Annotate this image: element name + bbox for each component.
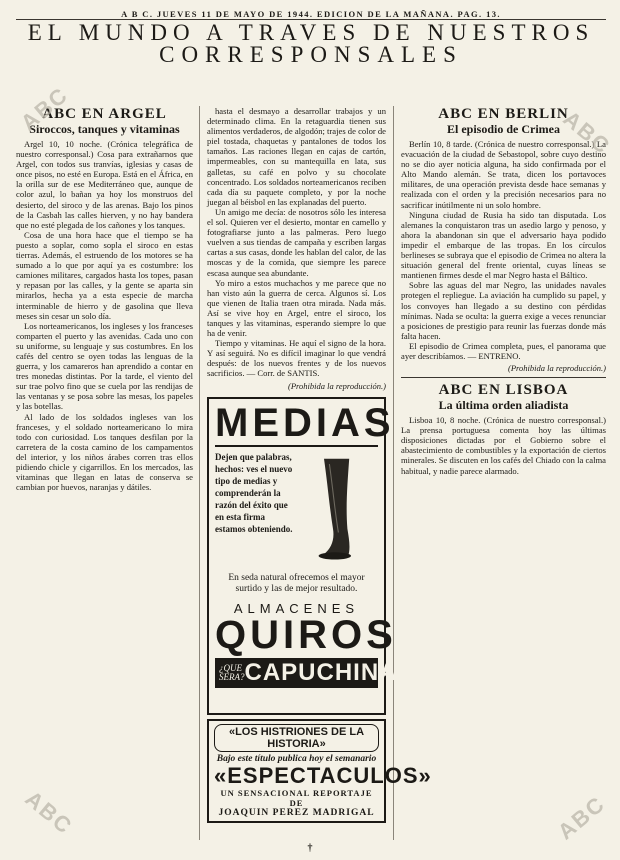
section-subtitle-argel: Siroccos, tanques y vitaminas — [29, 122, 180, 136]
paragraph: Sobre las aguas del mar Negro, las unidades navales protegen el repliegue. La aviación ha cumplido su papel, y los convoyes han llegado a su destino con pérdidas mínimas. Nada se oculta: la guerra exige a veces renunciar a posiciones de prestigio para reunir las fuerzas donde más falta hacen. — [401, 280, 606, 341]
leg-illustration-icon — [297, 451, 378, 569]
ad2-author: JOAQUIN PEREZ MADRIGAL — [218, 807, 375, 818]
section-title-argel: ABC EN ARGEL — [42, 106, 167, 122]
article-body-berlin — [401, 139, 606, 361]
column-middle — [200, 106, 432, 840]
paragraph: Yo miro a estos muchachos y me parece que no han visto aún la guerra de cerca. Algunos sí. Los que vienen de Italia traen otra mirada. Nada más. Así se vive hoy en Argel, entre el siroco, los tanques y las vitaminas, esperando siempre lo que ha de venir. — [207, 277, 386, 339]
watermark-icon: ABC — [15, 81, 74, 136]
ad-illustration — [297, 451, 378, 569]
section-subtitle-lisboa: La última orden aliadista — [438, 398, 569, 413]
paragraph: Los norteamericanos, los ingleses y los franceses comparten el puerto y las avenidas. Cada uno con su uniforme, su lenguaje y sus costumbres. En los cafés del centro se oyen todas las lenguas de la guerra, y los camareros han aprendido a contar en tres monedas distintas. Por la tarde, el viento del sur trae polvo fino que se cuela por las rendijas de las ventanas y se posa sobre las mesas, los papeles y las botellas. — [16, 320, 193, 412]
ad-capuchina-name: CAPUCHINA — [244, 658, 398, 686]
ad-store-name: QUIROS — [215, 612, 397, 657]
article-body-argel — [16, 139, 193, 492]
paragraph: Cosa de una hora hace que el tiempo se ha puesto a soplar, como sopla el siroco en estas tierras. Además, el estruendo de los motores se ha sumado a lo que por aquí ya es costumbre: los camiones militares, cargados hasta los topes, pasan y repasan por las calles, y la gente se aparta sin mirarlos, hecha ya a esta especie de marcha interminable de hierro y de gasolina que lleva meses sin cesar un solo día. — [16, 229, 193, 321]
ad2-headline: «ESPECTACULOS» — [214, 762, 432, 788]
paragraph: Ninguna ciudad de Rusia ha sido tan disputada. Los alemanes la conquistaron tras un asedio largo y penoso, y ahora la abandonan sin que el adversario haya podido impedir el embarque de las tropas. En los círculos berlineses se subraya que el episodio de Crimea no altera la situación general del frente oriental, cuyas líneas se mantienen firmes desde el mar Negro hasta el Báltico. — [401, 209, 606, 281]
ad2-line: Bajo este título publica hoy el semanario — [216, 753, 377, 764]
ad-capuchina-pre: ¿QUE SERA? — [219, 662, 245, 682]
ad-mid-text: En seda natural ofrecemos el mayor surtido y las de mejor resultado. — [228, 572, 365, 594]
reproduction-notice: (Prohibida la reproducción.) — [508, 363, 606, 374]
footer-mark: † — [307, 843, 313, 854]
columns — [16, 106, 606, 840]
advertisement-espectaculos — [207, 719, 432, 823]
ad-headline: MEDIAS — [215, 400, 395, 445]
column-berlin-lisboa — [394, 106, 606, 840]
watermark-icon: ABC — [20, 785, 78, 840]
advertisement-medias — [207, 397, 398, 715]
ad-almacenes: ALMACENES — [233, 600, 360, 616]
section-title-berlin: ABC EN BERLIN — [438, 106, 569, 122]
page-title — [16, 22, 606, 66]
paragraph: hasta el desmayo a desarrollar trabajos y un determinado clima. En la retaguardia tienen sus alimentos verdaderos, de algodón; trajes de color de piel tostada, chaquetas y pantalones de todos los tamaños. Las raciones llegan en cajas de cartón, impermeables, con su mantequilla en lata, sus galletas, su café en polvo y su chocolate concentrado. Los soldados norteamericanos reciben cada día su paquete completo, y por la noche juegan al béisbol en las explanadas del puerto. — [207, 106, 386, 207]
ad2-title: «LOS HISTRIONES DE LA HISTORIA» — [214, 724, 379, 752]
ad2-sub: UN SENSACIONAL REPORTAJE DE — [220, 787, 373, 808]
reproduction-notice: (Prohibida la reproducción.) — [288, 380, 386, 391]
divider — [401, 377, 606, 378]
paragraph: Argel 10, 10 noche. (Crónica telegráfica de nuestro corresponsal.) Cosa para extrañarnos que Argel, con todos sus tranvías, iglesias y casas de once pisos, no esté en Europa. Está en el África, en la orilla sur de ese Mediterráneo que, aunque de color azul, lo bañan ya hoy los monstruos del desierto, del siroco y de las arenas. Bajo los pinos de la Casbah las calles hierven, y no hay bandera que no esté plegada de los cañones y los tanques. — [16, 139, 193, 230]
paragraph: Lisboa 10, 8 noche. (Crónica de nuestro corresponsal.) La prensa portuguesa comenta hoy las últimas disposiciones dictadas por el Gobierno sobre el abastecimiento de combustibles y la exportación de ciertos minerales. Se discuten en los cafés del Chiado con la calma habitual, y nadie parece alarmado. — [401, 415, 606, 476]
article-body-lisboa — [401, 415, 606, 476]
ad-row — [215, 451, 378, 569]
paragraph: El episodio de Crimea completa, pues, el panorama que ayer describíamos. — ENTRENO. — [401, 340, 606, 361]
paragraph: Tiempo y vitaminas. He aquí el signo de la hora. Y así seguirá. No es difícil imaginar lo que vendrá después: de los nuevos frentes y de los nuevos sacrificios. — Corr. de SANTIS. — [207, 338, 386, 379]
running-head: A B C. JUEVES 11 DE MAYO DE 1944. EDICION DE LA MAÑANA. PAG. 13. — [16, 8, 606, 20]
paragraph: Berlín 10, 8 tarde. (Crónica de nuestro corresponsal.) La evacuación de la ciudad de Sebastopol, sobre cuyo destino no se dio ayer noticia alguna, ha sido confirmada por el Alto Mando alemán. Se trata, dicen los portavoces militares, de una operación prevista desde hace semanas y realizada con el orden y la precisión necesarios para no sacrificar inútilmente ni un solo hombre. — [401, 139, 606, 210]
ad-copy: Dejen que palabras, hechos: ves el nuevo tipo de medias y comprenderán la razón del éxito que en esta firma estamos obteniendo. — [215, 451, 293, 534]
paragraph: Un amigo me decía: de nosotros sólo les interesa el sol. Quieren ver el desierto, montar en camello y fotografiarse junto a las palmeras. Pero luego vuelven a sus tiendas de campaña y escriben largas cartas a sus casas, donde les hablan del calor, de las moscas y de la comida, que siempre les parece escasa aunque sea abundante. — [207, 206, 386, 278]
section-title-lisboa: ABC EN LISBOA — [438, 382, 569, 399]
paragraph: Al lado de los soldados ingleses van los franceses, y el soldado norteamericano lo mira todo con curiosidad. Los tanques desfilan por la carretera de la costa camino de los campamentos del interior, y los niños árabes corren tras ellos pidiendo chicle y cigarrillos. En los mercados, las vitaminas que llegan en latas de conserva se cambian por huevos, naranjas y dátiles. — [16, 411, 193, 493]
page-title-line2: CORRESPONSALES — [159, 42, 463, 67]
page-title-line1: EL MUNDO A TRAVES DE NUESTROS — [27, 20, 595, 45]
column-argel — [16, 106, 200, 840]
section-subtitle-berlin: El episodio de Crimea — [447, 122, 560, 136]
watermark-icon: ABC — [558, 105, 616, 160]
watermark-icon: ABC — [552, 790, 611, 845]
ad-capuchina-banner — [215, 658, 398, 688]
article-body-continued — [207, 106, 386, 379]
